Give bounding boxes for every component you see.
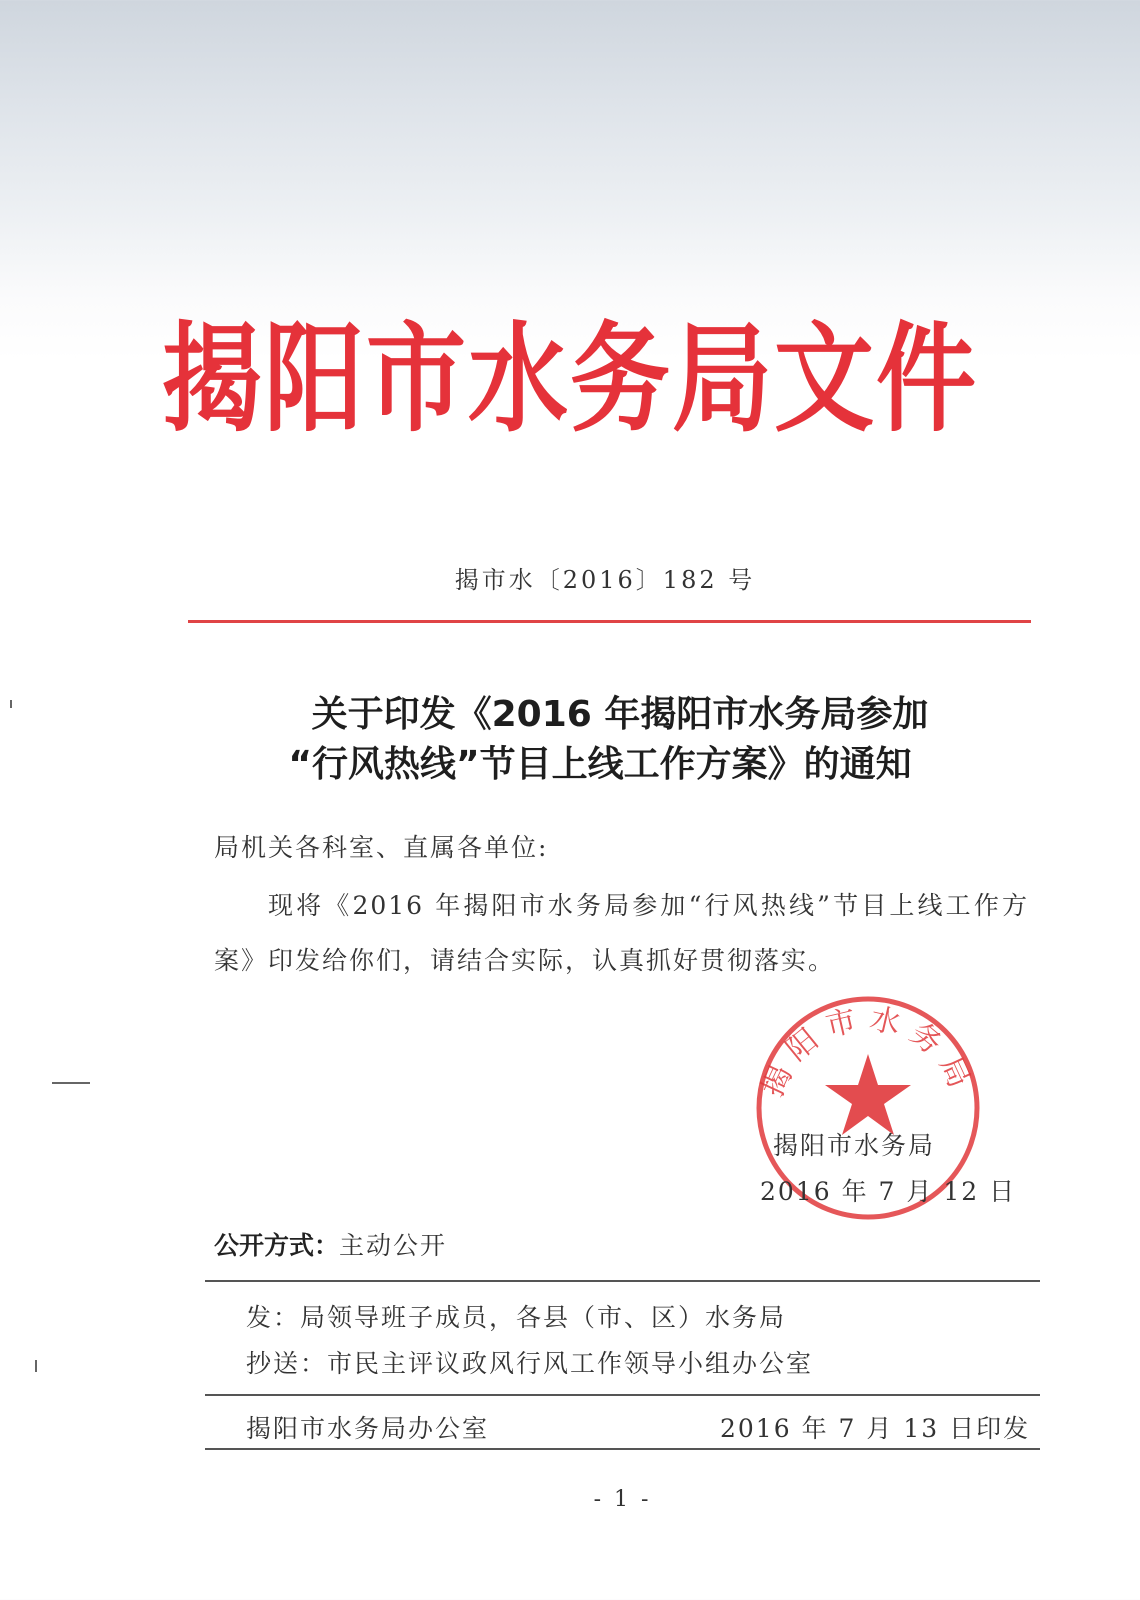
distribution-rule-top bbox=[205, 1280, 1040, 1282]
addressee: 局机关各科室、直属各单位: bbox=[214, 833, 549, 862]
body-paragraph: 现将《2016 年揭阳市水务局参加“行风热线”节目上线工作方案》印发给你们，请结合实际，认真抓好贯彻落实。 bbox=[214, 891, 1029, 975]
scan-artifact bbox=[52, 1082, 90, 1084]
distribution-cc: 抄送：市民主评议政风行风工作领导小组办公室 bbox=[246, 1349, 814, 1378]
disclosure-label: 公开方式： bbox=[214, 1231, 340, 1260]
disclosure-line bbox=[214, 1226, 447, 1262]
signature-organization: 揭阳市水务局 bbox=[773, 1131, 936, 1160]
notice-title-line-1: 关于印发《2016 年揭阳市水务局参加 bbox=[311, 694, 929, 735]
disclosure-value: 主动公开 bbox=[339, 1231, 448, 1260]
seal-ring-text: 揭阳市水务局 bbox=[755, 1001, 981, 1103]
masthead-title: 揭阳市水务局文件 bbox=[162, 310, 978, 449]
page-number: - 1 - bbox=[593, 1487, 652, 1512]
distribution-rule-middle bbox=[205, 1394, 1040, 1396]
issuing-office: 揭阳市水务局办公室 bbox=[246, 1414, 490, 1443]
seal-star-icon bbox=[825, 1054, 911, 1135]
print-date: 2016 年 7 月 13 日印发 bbox=[720, 1414, 1031, 1443]
scan-artifact bbox=[10, 700, 12, 708]
notice-title bbox=[0, 690, 1140, 790]
notice-title-line-2: “行风热线”节目上线工作方案》的通知 bbox=[288, 744, 912, 785]
document-number: 揭市水〔2016〕182 号 bbox=[454, 566, 756, 594]
scan-artifact bbox=[35, 1360, 37, 1372]
distribution-rule-bottom bbox=[205, 1448, 1040, 1450]
red-divider bbox=[188, 620, 1031, 623]
distribution-send: 发：局领导班子成员，各县（市、区）水务局 bbox=[246, 1303, 787, 1332]
signature-date: 2016 年 7 月 12 日 bbox=[760, 1177, 1017, 1206]
